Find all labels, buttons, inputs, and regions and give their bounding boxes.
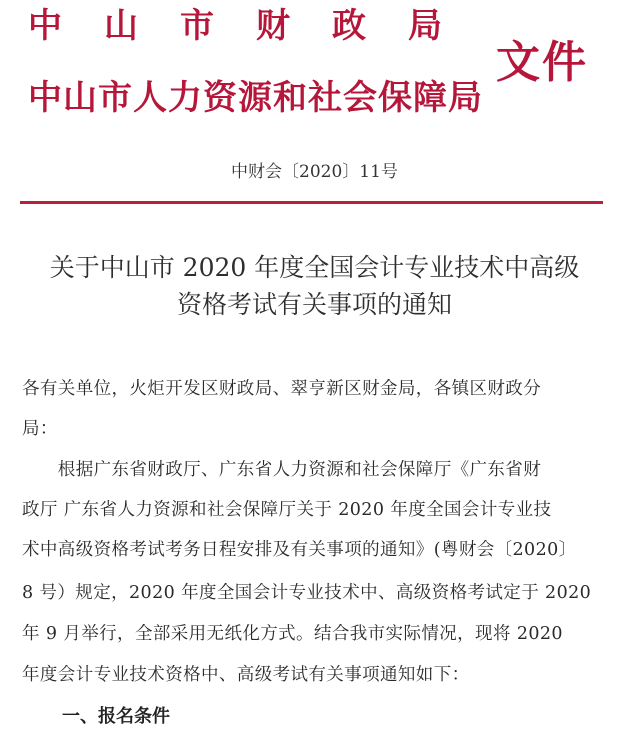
body-paragraph-line: 根据广东省财政厅、广东省人力资源和社会保障厅《广东省财 — [22, 460, 542, 480]
section-heading-eligibility: 一、报名条件 — [62, 706, 170, 727]
document-title-line-1: 关于中山市 2020 年度全国会计专业技术中高级 — [49, 253, 580, 282]
red-divider-line — [20, 201, 603, 204]
document-type-label: 文件 — [496, 37, 588, 88]
document-number: 中财会〔2020〕11号 — [231, 162, 398, 182]
issuing-agency-finance-bureau: 中山市财政局 — [28, 6, 484, 46]
body-paragraph-line: 年度会计专业技术资格中、高级考试有关事项通知如下： — [22, 665, 470, 685]
salutation-line-1: 各有关单位，火炬开发区财政局、翠亨新区财金局，各镇区财政分 — [22, 379, 542, 399]
issuing-agency-hr-social-security-bureau: 中山市人力资源和社会保障局 — [28, 78, 483, 118]
document-title-line-2: 资格考试有关事项的通知 — [176, 290, 452, 319]
salutation-line-2: 局： — [22, 419, 58, 439]
body-paragraph-line: 8 号）规定，2020 年度全国会计专业技术中、高级资格考试定于 2020 — [22, 583, 592, 603]
body-paragraph-line: 年 9 月举行，全部采用无纸化方式。结合我市实际情况，现将 2020 — [22, 624, 563, 644]
body-paragraph-line: 政厅 广东省人力资源和社会保障厅关于 2020 年度全国会计专业技 — [22, 500, 552, 520]
body-paragraph-line: 术中高级资格考试考务日程安排及有关事项的通知》(粤财会〔2020〕 — [22, 540, 577, 560]
